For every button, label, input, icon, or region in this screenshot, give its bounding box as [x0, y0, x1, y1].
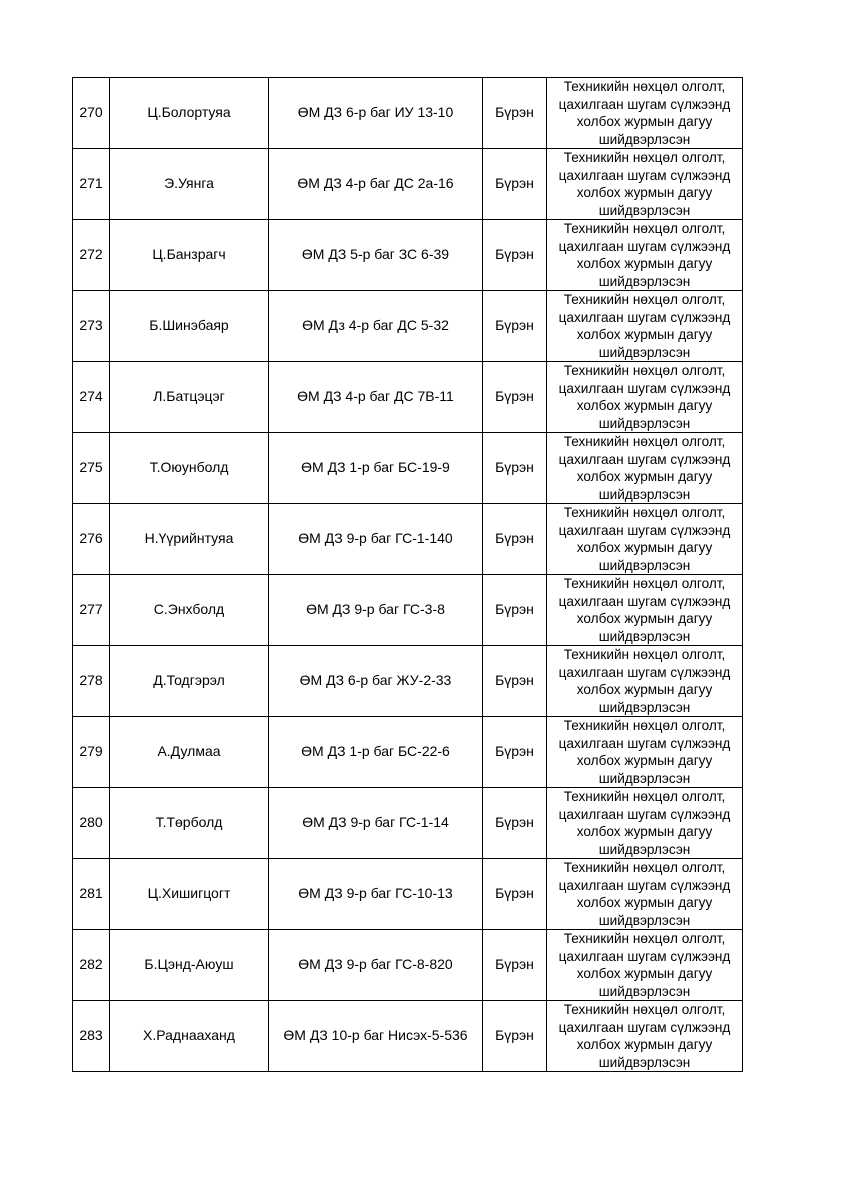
status: Бүрэн: [483, 788, 547, 859]
row-number: 272: [73, 220, 110, 291]
resolution-note: Техникийн нөхцөл олголт, цахилгаан шугам сүлжээнд холбох журмын дагуу шийдвэрлэсэн: [547, 646, 743, 717]
row-number: 279: [73, 717, 110, 788]
table-row: [73, 78, 743, 149]
person-name: Х.Раднааханд: [110, 1001, 269, 1072]
status: Бүрэн: [483, 859, 547, 930]
resolution-note: Техникийн нөхцөл олголт, цахилгаан шугам сүлжээнд холбох журмын дагуу шийдвэрлэсэн: [547, 930, 743, 1001]
table-row: [73, 149, 743, 220]
status: Бүрэн: [483, 575, 547, 646]
address: ӨМ Дз 4-р баг ДС 5-32: [269, 291, 483, 362]
table-row: [73, 1001, 743, 1072]
address: ӨМ ДЗ 9-р баг ГС-3-8: [269, 575, 483, 646]
table-row: [73, 646, 743, 717]
status: Бүрэн: [483, 433, 547, 504]
row-number: 283: [73, 1001, 110, 1072]
table-row: [73, 504, 743, 575]
status: Бүрэн: [483, 291, 547, 362]
person-name: Д.Тодгэрэл: [110, 646, 269, 717]
person-name: Л.Батцэцэг: [110, 362, 269, 433]
table-row: [73, 788, 743, 859]
resolution-note: Техникийн нөхцөл олголт, цахилгаан шугам сүлжээнд холбох журмын дагуу шийдвэрлэсэн: [547, 149, 743, 220]
person-name: Ц.Хишигцогт: [110, 859, 269, 930]
row-number: 277: [73, 575, 110, 646]
row-number: 280: [73, 788, 110, 859]
person-name: Ц.Банзрагч: [110, 220, 269, 291]
person-name: Э.Уянга: [110, 149, 269, 220]
table-row: [73, 717, 743, 788]
status: Бүрэн: [483, 717, 547, 788]
row-number: 270: [73, 78, 110, 149]
status: Бүрэн: [483, 220, 547, 291]
row-number: 275: [73, 433, 110, 504]
status: Бүрэн: [483, 362, 547, 433]
row-number: 271: [73, 149, 110, 220]
resolution-note: Техникийн нөхцөл олголт, цахилгаан шугам сүлжээнд холбох журмын дагуу шийдвэрлэсэн: [547, 291, 743, 362]
address: ӨМ ДЗ 1-р баг БС-22-6: [269, 717, 483, 788]
resolution-note: Техникийн нөхцөл олголт, цахилгаан шугам сүлжээнд холбох журмын дагуу шийдвэрлэсэн: [547, 220, 743, 291]
table-row: [73, 291, 743, 362]
address: ӨМ ДЗ 6-р баг ЖУ-2-33: [269, 646, 483, 717]
person-name: Н.Үүрийнтуяа: [110, 504, 269, 575]
person-name: Б.Цэнд-Аюуш: [110, 930, 269, 1001]
table-row: [73, 859, 743, 930]
person-name: Т.Төрболд: [110, 788, 269, 859]
table-row: [73, 930, 743, 1001]
records-table: [72, 77, 743, 1072]
person-name: Б.Шинэбаяр: [110, 291, 269, 362]
status: Бүрэн: [483, 504, 547, 575]
table-row: [73, 433, 743, 504]
address: ӨМ ДЗ 1-р баг БС-19-9: [269, 433, 483, 504]
row-number: 281: [73, 859, 110, 930]
table-row: [73, 362, 743, 433]
resolution-note: Техникийн нөхцөл олголт, цахилгаан шугам сүлжээнд холбох журмын дагуу шийдвэрлэсэн: [547, 859, 743, 930]
person-name: Т.Оюунболд: [110, 433, 269, 504]
resolution-note: Техникийн нөхцөл олголт, цахилгаан шугам сүлжээнд холбох журмын дагуу шийдвэрлэсэн: [547, 504, 743, 575]
resolution-note: Техникийн нөхцөл олголт, цахилгаан шугам сүлжээнд холбох журмын дагуу шийдвэрлэсэн: [547, 433, 743, 504]
resolution-note: Техникийн нөхцөл олголт, цахилгаан шугам сүлжээнд холбох журмын дагуу шийдвэрлэсэн: [547, 362, 743, 433]
person-name: С.Энхболд: [110, 575, 269, 646]
address: ӨМ ДЗ 10-р баг Нисэх-5-536: [269, 1001, 483, 1072]
row-number: 276: [73, 504, 110, 575]
status: Бүрэн: [483, 1001, 547, 1072]
resolution-note: Техникийн нөхцөл олголт, цахилгаан шугам сүлжээнд холбох журмын дагуу шийдвэрлэсэн: [547, 78, 743, 149]
table-row: [73, 575, 743, 646]
resolution-note: Техникийн нөхцөл олголт, цахилгаан шугам сүлжээнд холбох журмын дагуу шийдвэрлэсэн: [547, 575, 743, 646]
address: ӨМ ДЗ 9-р баг ГС-1-14: [269, 788, 483, 859]
resolution-note: Техникийн нөхцөл олголт, цахилгаан шугам сүлжээнд холбох журмын дагуу шийдвэрлэсэн: [547, 717, 743, 788]
resolution-note: Техникийн нөхцөл олголт, цахилгаан шугам сүлжээнд холбох журмын дагуу шийдвэрлэсэн: [547, 1001, 743, 1072]
person-name: А.Дулмаа: [110, 717, 269, 788]
row-number: 282: [73, 930, 110, 1001]
address: ӨМ ДЗ 4-р баг ДС 2а-16: [269, 149, 483, 220]
row-number: 278: [73, 646, 110, 717]
address: ӨМ ДЗ 4-р баг ДС 7В-11: [269, 362, 483, 433]
status: Бүрэн: [483, 646, 547, 717]
table-row: [73, 220, 743, 291]
status: Бүрэн: [483, 78, 547, 149]
address: ӨМ ДЗ 9-р баг ГС-10-13: [269, 859, 483, 930]
row-number: 273: [73, 291, 110, 362]
address: ӨМ ДЗ 9-р баг ГС-1-140: [269, 504, 483, 575]
person-name: Ц.Болортуяа: [110, 78, 269, 149]
address: ӨМ ДЗ 5-р баг ЗС 6-39: [269, 220, 483, 291]
address: ӨМ ДЗ 9-р баг ГС-8-820: [269, 930, 483, 1001]
address: ӨМ ДЗ 6-р баг ИУ 13-10: [269, 78, 483, 149]
resolution-note: Техникийн нөхцөл олголт, цахилгаан шугам сүлжээнд холбох журмын дагуу шийдвэрлэсэн: [547, 788, 743, 859]
status: Бүрэн: [483, 930, 547, 1001]
status: Бүрэн: [483, 149, 547, 220]
row-number: 274: [73, 362, 110, 433]
